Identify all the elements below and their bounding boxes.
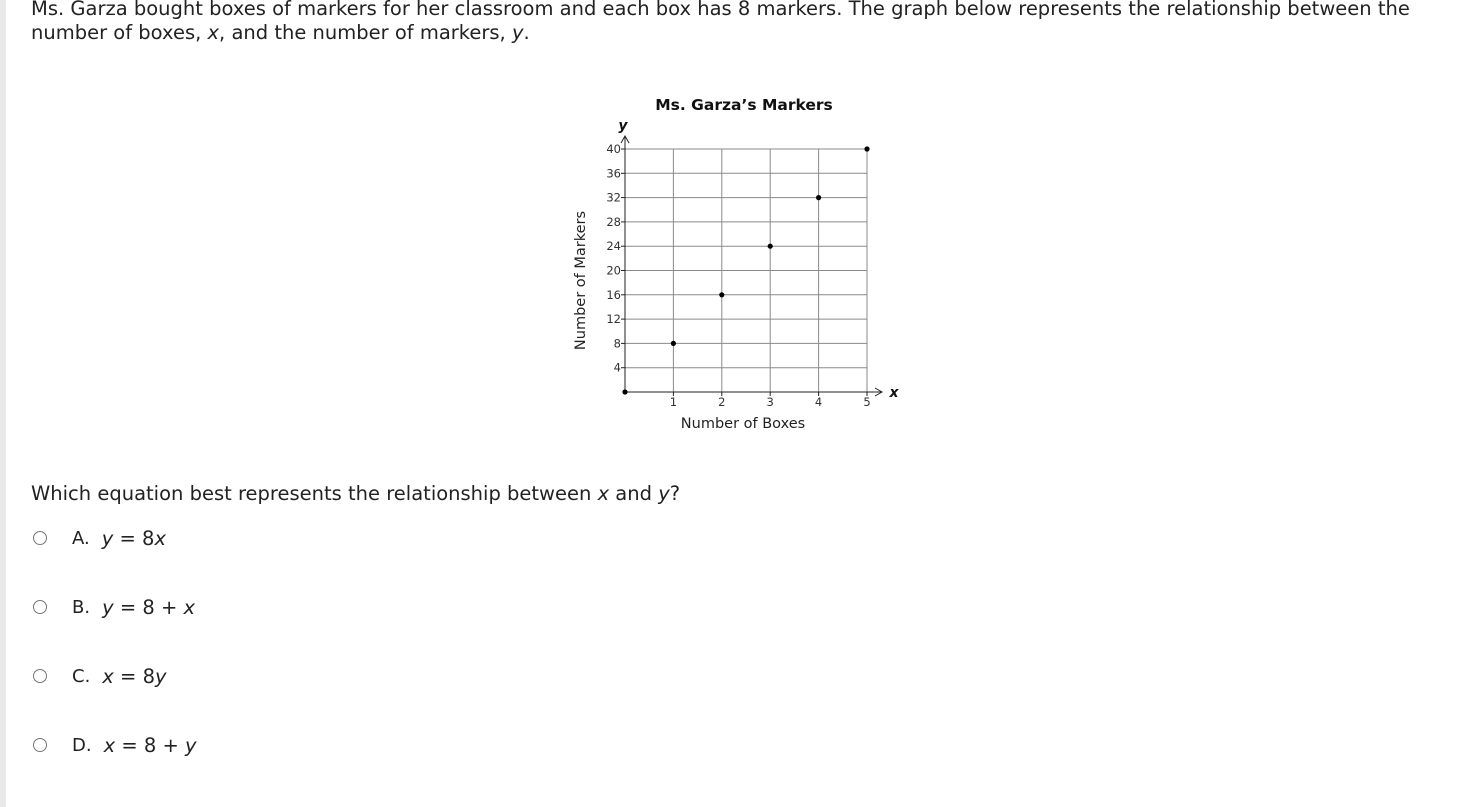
y-tick-label: 28 [606,214,621,229]
y-tick-label: 36 [606,166,621,181]
x-tick-label: 2 [718,395,726,409]
option-letter: C. [72,665,91,687]
y-tick-label: 16 [606,287,621,302]
option-a[interactable] [31,524,166,552]
problem-statement: Ms. Garza bought boxes of markers for her classroom and each box has 8 markers. The graph below represents the relationship between the number of boxes, x, and the number of markers, y. [31,0,1410,44]
x-tick-label: 1 [669,395,678,409]
question-prompt: Which equation best represents the relationship between x and y? [31,482,681,505]
option-letter: B. [72,596,91,618]
option-letter: D. [72,734,92,756]
chart-title: Ms. Garza’s Markers [655,96,833,114]
y-tick-label: 20 [606,263,621,278]
var-x: x [597,482,610,505]
x-tick-label: 3 [766,395,774,409]
option-c[interactable] [31,662,167,690]
data-point [768,244,773,249]
y-tick-label: 40 [606,142,621,156]
y-tick-label: 24 [606,239,621,254]
x-axis-variable: x [889,385,899,401]
option-equation: y = 8x [101,526,166,550]
y-tick-label: 4 [613,360,621,375]
x-axis-label: Number of Boxes [680,416,806,432]
radio-button-c[interactable] [33,669,47,683]
var-y: y [658,482,670,505]
option-equation: x = 8 + y [103,733,197,757]
option-b[interactable] [31,593,195,621]
y-tick-label: 12 [606,312,621,327]
data-point [864,146,869,151]
var-y: y [511,21,524,44]
option-equation: y = 8 + x [102,595,196,619]
markers-graph [560,88,920,438]
y-axis-label: Number of Markers [573,210,589,351]
var-x: x [207,21,220,44]
data-point [671,341,676,346]
radio-button-d[interactable] [33,738,47,752]
left-border [0,0,6,807]
y-axis-variable: y [618,118,628,134]
radio-button-b[interactable] [33,600,47,614]
data-point [816,195,821,200]
x-tick-label: 5 [863,395,871,409]
y-tick-label: 8 [613,336,621,351]
option-d[interactable] [31,731,197,759]
x-tick-label: 4 [814,395,823,409]
data-point [622,389,627,394]
data-point [719,292,724,297]
option-equation: x = 8y [102,664,167,688]
y-tick-label: 32 [606,190,621,205]
option-letter: A. [72,527,90,549]
radio-button-a[interactable] [33,531,47,545]
chart-svg [560,88,920,438]
